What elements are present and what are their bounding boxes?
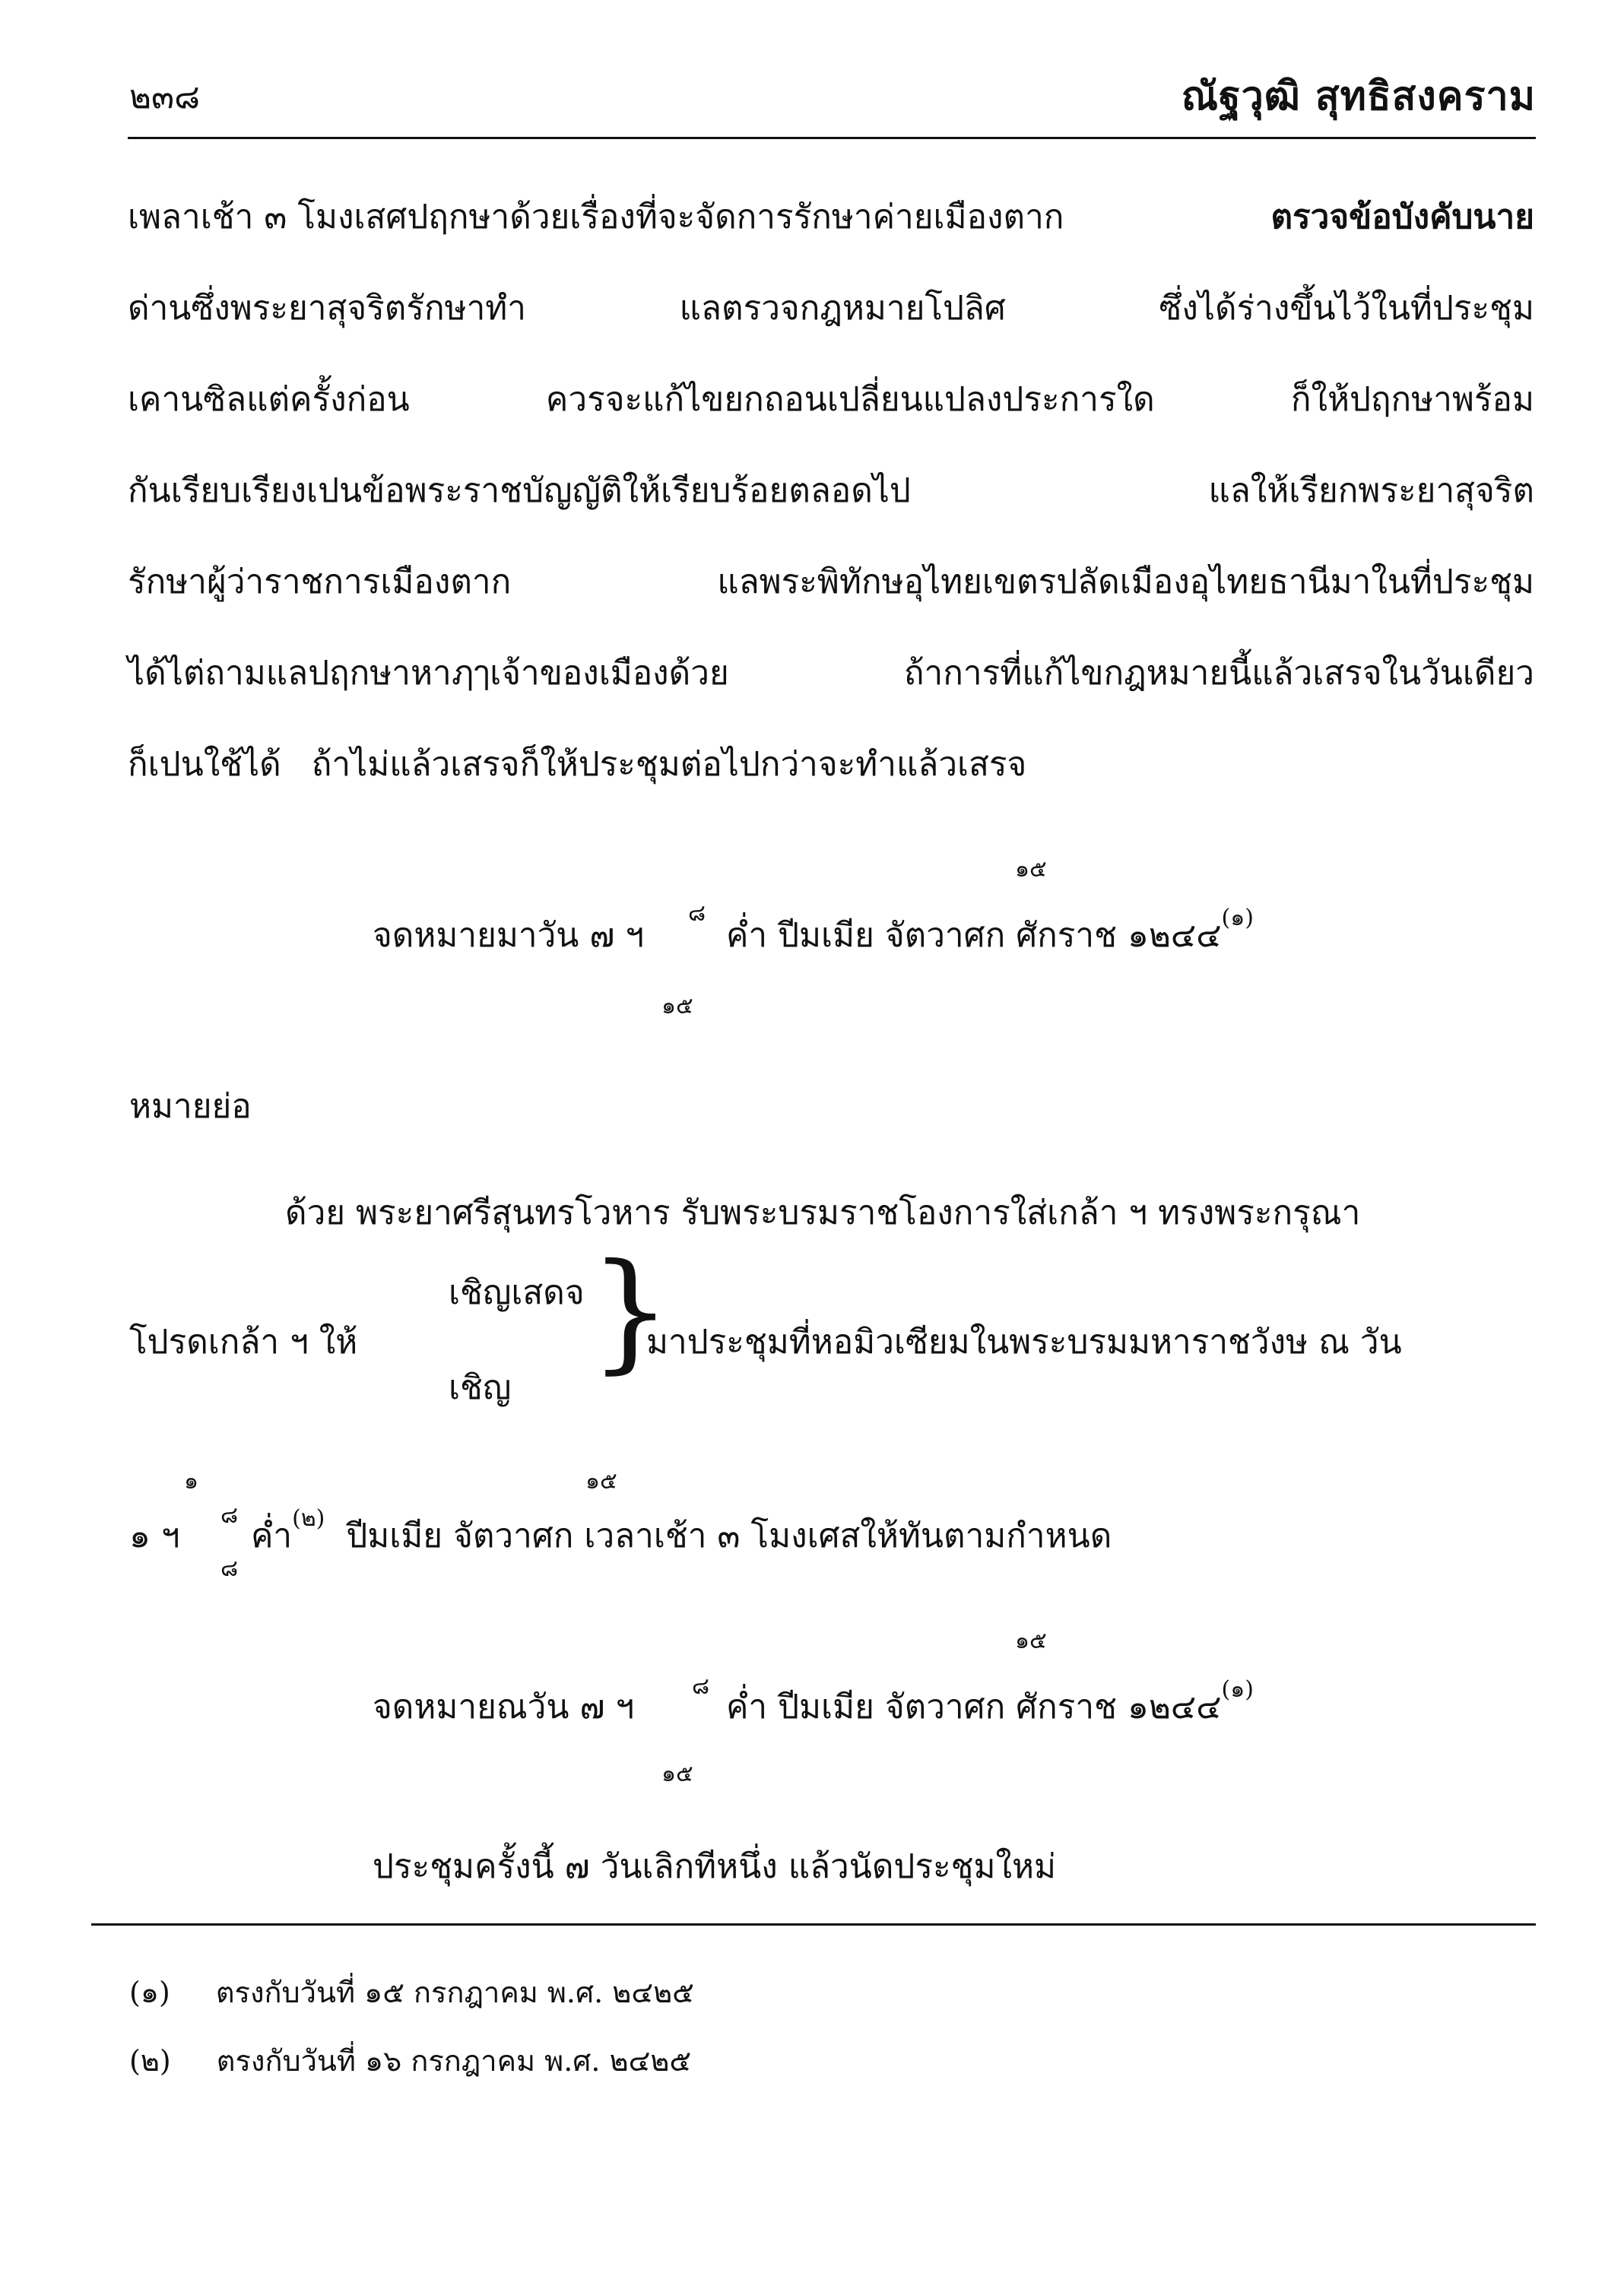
closing-line: ประชุมครั้งนี้ ๗ วันเลิกทีหนึ่ง แล้วนัดประชุมใหม่ [373, 1847, 1056, 1886]
header-rule [128, 137, 1536, 139]
text-span: ได้ไต่ถามแลปฤกษาหาฦๅเจ้าของเมืองด้วย [128, 654, 729, 693]
footnote-ref-2[interactable]: (๒) [292, 1505, 325, 1532]
paragraph-line [128, 190, 1534, 243]
right-brace: } [589, 1236, 672, 1387]
text-span: ปีมเมีย จัตวาศก เวลาเช้า ๓ โมงเศสให้ทันตามกำหนด [346, 1517, 1112, 1555]
footnote-ref-1[interactable]: (๑) [1221, 1676, 1254, 1703]
text-span: แลให้เรียกพระยาสุจริต [1208, 471, 1534, 510]
dateline-rest [726, 1676, 1254, 1733]
section-heading: หมายย่อ [129, 1087, 252, 1126]
day-word: ค่ำ [251, 1517, 293, 1555]
paragraph-2-line-2-right: มาประชุมที่หอมิวเซียมในพระบรมมหาราชวังษ ณ วัน [646, 1323, 1402, 1362]
paragraph-2-line-1: ด้วย พระยาศรีสุนทรโวหาร รับพระบรมราชโองการใส่เกล้า ฯ ทรงพระกรุณา [285, 1194, 1361, 1232]
running-title: ณัฐวุฒิ สุทธิสงคราม [1181, 73, 1536, 119]
brace-option-bottom: เชิญ [449, 1368, 512, 1407]
brace-option-top: เชิญเสดจ [449, 1273, 585, 1312]
month-top-numeral: ๘ [688, 900, 706, 927]
dateline-text: จดหมายณวัน ๗ ฯ [373, 1688, 635, 1726]
month-bottom-numeral: ๑๕ [661, 1761, 693, 1787]
text-span: ซึ่งได้ร่างขึ้นไว้ในที่ประชุม [1159, 289, 1534, 328]
fraction-top-numeral: ๑๕ [585, 1468, 617, 1495]
text-span: แลพระพิทักษอุไทยเขตรปลัดเมืองอุไทยธานีมาในที่ประชุม [717, 563, 1534, 601]
text-span: ด่านซึ่งพระยาสุจริตรักษาทำ [128, 289, 527, 328]
footnote-2 [129, 2037, 691, 2084]
dateline-rest [726, 905, 1254, 962]
footnote-text: ตรงกับวันที่ ๑๖ กรกฎาคม พ.ศ. ๒๔๒๕ [216, 2044, 692, 2078]
paragraph-2-line-3 [129, 1509, 180, 1562]
dateline-rest-text: ค่ำ ปีมเมีย จัตวาศก ศักราช ๑๒๔๔ [726, 1688, 1222, 1726]
month-bottom-numeral: ๑๕ [661, 993, 693, 1019]
month-top-numeral: ๘ [220, 1502, 239, 1529]
text-span: ถ้าการที่แก้ไขกฎหมายนี้แล้วเสรจในวันเดียว [903, 654, 1534, 693]
text-span: ก็เปนใช้ได้ [128, 745, 281, 784]
text-span: ถ้าไม่แล้วเสรจก็ให้ประชุมต่อไปกว่าจะทำแล้วเสรจ [311, 745, 1027, 784]
paragraph-2-line-2-left: โปรดเกล้า ฯ ให้ [129, 1323, 358, 1362]
footnote-text: ตรงกับวันที่ ๑๕ กรกฎาคม พ.ศ. ๒๔๒๕ [215, 1976, 694, 2009]
paragraph-line [128, 555, 1534, 608]
day-prefix: ๑ ฯ [129, 1517, 180, 1555]
dateline-text: จดหมายมาวัน ๗ ฯ [373, 916, 645, 955]
month-top-numeral: ๘ [692, 1673, 710, 1700]
text-span: ควรจะแก้ไขยกถอนเปลี่ยนแปลงประการใด [545, 380, 1155, 419]
fraction-top-numeral: ๑๕ [1015, 856, 1047, 883]
paragraph-line [128, 373, 1534, 426]
text-span: ก็ให้ปฤกษาพร้อม [1290, 380, 1534, 419]
text-span: รักษาผู้ว่าราชการเมืองตาก [128, 563, 512, 601]
text-span: ตรวจข้อบังคับนาย [1270, 198, 1534, 236]
footnote-1 [129, 1969, 694, 2015]
text-span: แลตรวจกฎหมายโปลิศ [679, 289, 1006, 328]
page-number: ๒๓๘ [129, 78, 201, 116]
day-top-numeral: ๑ [184, 1468, 199, 1495]
text-span: เคานซิลแต่ครั้งก่อน [128, 380, 410, 419]
fraction-top-numeral: ๑๕ [1015, 1628, 1047, 1654]
dateline-rest-text: ค่ำ ปีมเมีย จัตวาศก ศักราช ๑๒๔๔ [726, 916, 1222, 955]
paragraph-2-line-3-rest [251, 1505, 1112, 1562]
text-span: เพลาเช้า ๓ โมงเสศปฤกษาด้วยเรื่องที่จะจัดการรักษาค่ายเมืองตาก [128, 198, 1064, 236]
paragraph-line [128, 737, 1534, 791]
month-bottom-numeral: ๘ [220, 1555, 239, 1582]
paragraph-line [128, 464, 1534, 517]
footnote-mark: (๑) [129, 1976, 170, 2009]
footnote-ref-1[interactable]: (๑) [1221, 905, 1254, 931]
text-span: กันเรียบเรียงเปนข้อพระราชบัญญัติให้เรียบร้อยตลอดไป [128, 471, 911, 510]
footnote-rule [91, 1923, 1536, 1926]
paragraph-line [128, 646, 1534, 699]
footnote-mark: (๒) [129, 2044, 171, 2078]
paragraph-line [128, 281, 1534, 334]
